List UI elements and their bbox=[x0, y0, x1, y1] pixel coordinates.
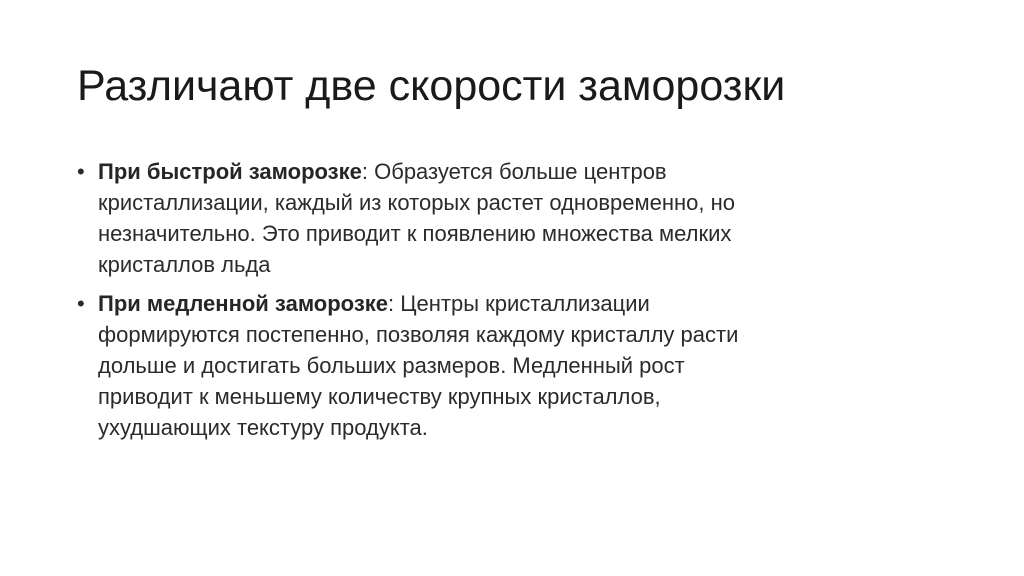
bullet-text: незначительно. Это приводит к появлению множества мелких bbox=[98, 221, 732, 246]
bullet-list bbox=[77, 156, 957, 451]
bullet-line bbox=[98, 288, 957, 319]
bullet-text: Образуется больше центров bbox=[368, 159, 667, 184]
bullet-marker: • bbox=[77, 159, 85, 184]
bullet-marker: • bbox=[77, 291, 85, 316]
slide-title: Различают две скорости заморозки bbox=[77, 62, 786, 110]
bullet-line bbox=[98, 156, 957, 187]
bullet-lead-term: При быстрой заморозке bbox=[98, 159, 362, 184]
bullet-text: Центры кристаллизации bbox=[394, 291, 650, 316]
bullet-text: кристаллизации, каждый из которых растет одновременно, но bbox=[98, 190, 735, 215]
bullet-text: ухудшающих текстуру продукта. bbox=[98, 415, 428, 440]
bullet-text: дольше и достигать больших размеров. Медленный рост bbox=[98, 353, 685, 378]
bullet-item-slow-freezing bbox=[77, 288, 957, 443]
bullet-text: приводит к меньшему количеству крупных кристаллов, bbox=[98, 384, 661, 409]
bullet-colon: : bbox=[388, 291, 395, 316]
bullet-text: формируются постепенно, позволяя каждому кристаллу расти bbox=[98, 322, 739, 347]
bullet-text: кристаллов льда bbox=[98, 252, 271, 277]
bullet-colon: : bbox=[361, 159, 368, 184]
bullet-lead-term: При медленной заморозке bbox=[98, 291, 389, 316]
bullet-item-fast-freezing bbox=[77, 156, 957, 280]
